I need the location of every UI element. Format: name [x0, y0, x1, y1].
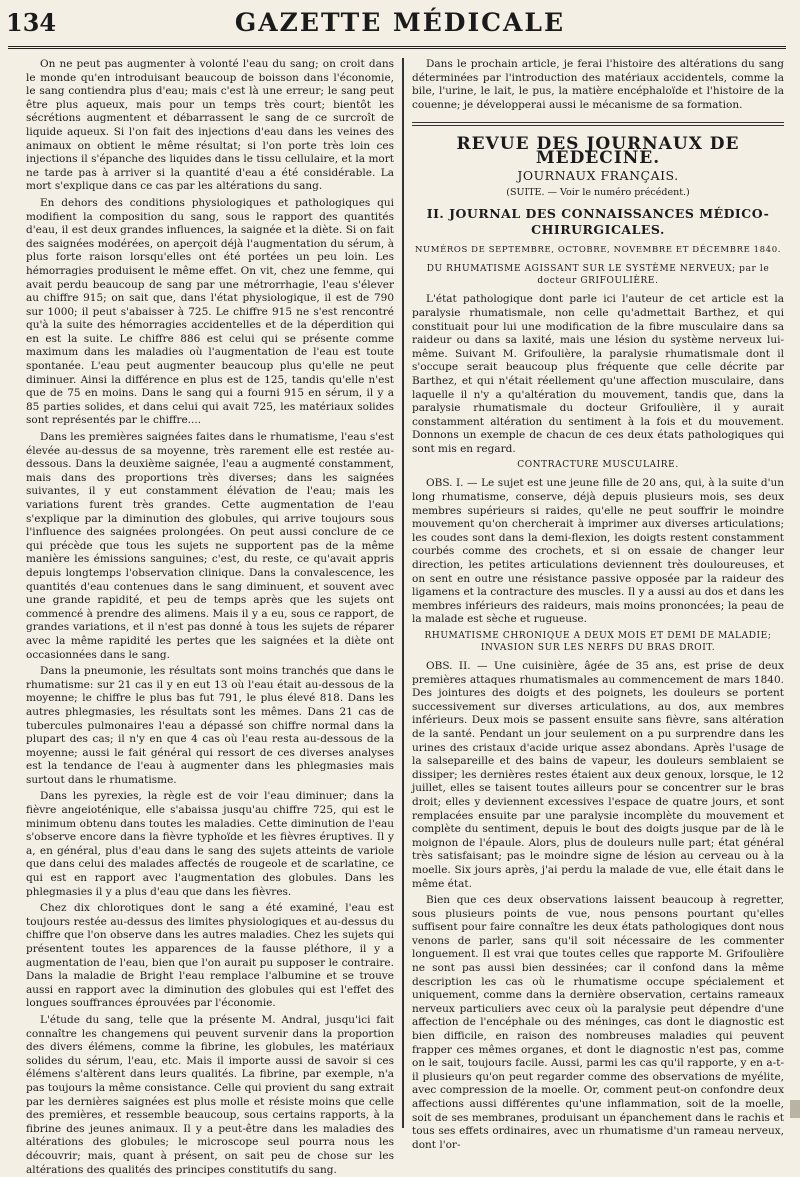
intro-paragraph: Dans le prochain article, je ferai l'histoire des altérations du sang déterminées par l'introduction des matériaux accidentels, comme la bile, l'urine, le lait, le pus, la matière encéphaloïde et l'histoire de la couenne; je développerai aussi le mécanisme de sa formation.: [412, 58, 784, 111]
paragraph: L'étude du sang, telle que la présente M. Andral, jusqu'ici fait connaître les changemens qui peuvent survenir dans la proportion des divers élémens, comme la fibrine, les globules, les matériaux solides du sérum, l'eau, etc. Mais il importe aussi de savoir si ces élémens s'altèrent dans leurs qualités. La fibrine, par exemple, n'a pas toujours la même consistance. Celle qui provient du sang extrait par les dernières saignées est plus molle et résiste moins que celle des premières, et ressemble beaucoup, sous certains rapports, à la fibrine des jeunes animaux. Il y a peut-être dans les maladies des altérations des globules; le microscope seul pourra nous les découvrir; mais, quant à présent, on sait peu de chose sur les altérations des qualités des principes constitutifs du sang.: [26, 1013, 394, 1176]
article-intro: L'état pathologique dont parle ici l'auteur de cet article est la paralysie rhumatismale, non celle qu'admettait Barthez, et qui constituait pour lui une modification de la fibre musculaire dans sa raideur ou dans sa laxité, mais une lésion du système nerveux lui-même. Suivant M. Grifoulière, la paralysie rhumatismale dont il s'occupe serait beaucoup plus fréquente que celle décrite par Barthez, et qui n'était réellement qu'une affection musculaire, dans laquelle il n'y a qu'altération du mouvement, tandis que, dans la paralysie rhumatismale du docteur Grifoulière, il y aurait constamment altération du sentiment à la fois et du mouvement. Donnons un exemple de chacun de ces deux états pathologiques qui sont mis en regard.: [412, 293, 784, 455]
journal-section-title: II. JOURNAL DES CONNAISSANCES MÉDICO-CHIRURGICALES.: [426, 205, 770, 237]
observation-2: OBS. II. — Une cuisinière, âgée de 35 ans, est prise de deux premières attaques rhumatismales au commencement de mars 1840. Des jointures des doigts et des poignets, les douleurs se portent successivement sur diverses articulations, au dos, aux membres inférieurs. Deux mois se passent ensuite sans fièvre, sans altération de la santé. Pendant un jour seulement on a pu surprendre dans les urines des cristaux d'acide urique assez abondans. Après l'usage de la salsepareille et des bains de vapeur, les douleurs semblaient se dissiper; les dernières restes étaient aux deux genoux, lorsque, le 12 juillet, elles se taisent toutes ailleurs pour se concentrer sur le bras droit; elles y deviennent excessives l'espace de quatre jours, et sont remplacées ensuite par une paralysie incomplète du mouvement et complète du sentiment, depuis le bout des doigts jusque par de là le moignon de l'épaule. Alors, plus de douleurs nulle part; état général très satisfaisant; pas le moindre signe de lésion au cerveau ou à la moelle. Six jours après, j'ai perdu la malade de vue, elle était dans le même état.: [412, 660, 784, 890]
article-heading: DU RHUMATISME AGISSANT SUR LE SYSTÈME NERVEUX; par le docteur GRIFOULIÈRE.: [426, 264, 770, 287]
margin-mark: [790, 1100, 800, 1118]
paragraph: Chez dix chlorotiques dont le sang a été examiné, l'eau est toujours restée au-dessus des limites physiologiques et au-dessus du chiffre que l'on observe dans les autres maladies. Chez les sujets qui présentent toutes les apparences de la fausse pléthore, il y a augmentation de l'eau, bien que l'on aurait pu supposer le contraire. Dans la maladie de Bright l'eau remplace l'albumine et se trouve aussi en rapport avec la diminution des globules qui est l'effet des longues souffrances éprouvées par l'économie.: [26, 902, 394, 1010]
left-column: [26, 58, 394, 1176]
revue-subtitle: JOURNAUX FRANÇAIS.: [517, 167, 679, 183]
paragraph: En dehors des conditions physiologiques et pathologiques qui modifient la composition du sang, sous le rapport des quantités d'eau, il est deux grandes influences, la saignée et la diète. Si on fait des saignées modérées, on aperçoit déjà l'augmentation du sérum, à plus forte raison lorsqu'elles ont été portées un peu loin. Les hémorragies produisent le même effet. On vit, chez une femme, qui avait perdu beaucoup de sang par une métrorrhagie, l'eau s'élever au chiffre 915; on sait que, dans l'état physiologique, il est de 790 sur 1000; il peut s'abaisser à 725. Le chiffre 915 ne s'est rencontré qu'à la suite des hémorragies accidentelles et de la déperdition qui en est la suite. Le chiffre 886 est celui qui se présente comme maximum dans les maladies où l'augmentation de l'eau est toute spontanée. L'eau peut augmenter beaucoup plus qu'elle ne peut diminuer. Ainsi la différence en plus est de 125, tandis qu'elle n'est que de 75 en moins. Dans le sang qui a fourni 915 en sérum, il y a 85 parties solides, et dans celui qui avait 725, les matériaux solides sont représentés par le chiffre....: [26, 196, 394, 427]
closing-paragraph: Bien que ces deux observations laissent beaucoup à regretter, sous plusieurs points de vue, nous pensons pourtant qu'elles suffisent pour faire connaître les deux états pathologiques dont nous venons de parler, sans qu'il soit nécessaire de les commenter longuement. Il est vrai que toutes celles que rapporte M. Grifoulière ne sont pas aussi bien dessinées; car il confond dans la même description les cas où le rhumatisme occupe spécialement et uniquement, comme dans la dernière observation, certains rameaux nerveux particuliers avec ceux où la paralysie peut dépendre d'une affection de l'encéphale ou des méninges, cas dont le diagnostic est bien difficile, en raison des nombreuses maladies qui peuvent frapper ces mêmes organes, et dont le diagnostic n'est pas, comme on le sait, toujours facile. Aussi, parmi les cas qu'il rapporte, y en a-t-il plusieurs qu'on peut regarder comme des observations de myélite, avec compression de la moelle. Or, comment peut-on confondre deux affections aussi différentes qu'une inflammation, soit de la moelle, soit de ses membranes, produisant un épanchement dans le rachis et tous ses effets ordinaires, avec un rhumatisme d'un rameau nerveux, dont l'or-: [412, 894, 784, 1151]
right-column: [412, 58, 784, 1151]
observation-1: OBS. I. — Le sujet est une jeune fille de 20 ans, qui, à la suite d'un long rhumatisme, conserve, déjà depuis plusieurs mois, ses deux membres supérieurs si raides, qu'elle ne peut souffrir le moindre mouvement qu'on chercherait à imprimer aux diverses articulations; les coudes sont dans la demi-flexion, les doigts restent constamment courbés comme des crochets, et si on essaie de changer leur direction, les petites articulations deviennent très douloureuses, et on sent en outre une résistance passive opposée par la raideur des ligamens et la contracture des muscles. Il y a aussi au dos et dans les membres inférieurs des raideurs, mais moins prononcées; la peau de la malade est sèche et rugueuse.: [412, 477, 784, 626]
paragraph: Dans les pyrexies, la règle est de voir l'eau diminuer; dans la fièvre angeioténique, elle s'abaissa jusqu'au chiffre 725, qui est le minimum obtenu dans toutes les maladies. Cette diminution de l'eau s'observe encore dans la fièvre typhoïde et les fièvres éruptives. Il y a, en général, plus d'eau dans le sang des sujets atteints de variole que dans celui des malades affectés de rougeole et de scarlatine, ce qui est en rapport avec l'augmentation des globules. Dans les phlegmasies il y a plus d'eau que dans les fièvres.: [26, 790, 394, 898]
paragraph: On ne peut pas augmenter à volonté l'eau du sang; on croit dans le monde qu'en introduisant beaucoup de boisson dans l'économie, le sang contiendra plus d'eau; mais c'est là une erreur; le sang peut être plus aqueux, mais pour un temps très court; bientôt les sécrétions augmentent et débarrassent le sang de ce surcroît de liquide aqueux. Si l'on fait des injections d'eau dans les veines des animaux on obtient le même résultat; si l'on porte très loin ces injections il s'épanche des liquides dans le tissu cellulaire, et la mort ne tarde pas à arriver si la quantité d'eau a été considérable. La mort s'explique dans ce cas par les altérations du sang.: [26, 58, 394, 193]
paragraph: Dans la pneumonie, les résultats sont moins tranchés que dans le rhumatisme: sur 21 cas il y en eut 13 où l'eau était au-dessous de la moyenne; le chiffre le plus bas fut 791, le plus élevé 818. Dans les autres phlegmasies, les résultats sont les mêmes. Dans 21 cas de tubercules pulmonaires l'eau a dépassé son chiffre normal dans la plupart des cas; il n'y en que 4 cas où l'eau resta au-dessous de la moyenne; aussi le fait général qui ressort de ces diverses analyses est la tendance de l'eau à augmenter dans les phlegmasies mais surtout dans le rhumatisme.: [26, 665, 394, 786]
header-rule: [8, 46, 786, 49]
page-number: 134: [6, 8, 57, 37]
issue-dates: NUMÉROS DE SEPTEMBRE, OCTOBRE, NOVEMBRE ET DÉCEMBRE 1840.: [414, 244, 782, 255]
running-title: GAZETTE MÉDICALE: [234, 8, 566, 37]
subheading-rhumatisme: RHUMATISME CHRONIQUE A DEUX MOIS ET DEMI DE MALADIE; INVASION SUR LES NERFS DU BRAS DROIT.: [424, 631, 772, 653]
section-separator: [412, 122, 784, 126]
revue-title: REVUE DES JOURNAUX DE MÉDECINE.: [456, 134, 740, 168]
suite-note: (SUITE. — Voir le numéro précédent.): [506, 187, 690, 199]
subheading-contracture: CONTRACTURE MUSCULAIRE.: [517, 460, 679, 471]
paragraph: Dans les premières saignées faites dans le rhumatisme, l'eau s'est élevée au-dessus de sa moyenne, très rarement elle est restée au-dessous. Dans la deuxième saignée, l'eau a augmenté constamment, mais dans des proportions très diverses; dans les saignées suivantes, il y eut constamment élévation de l'eau; mais les variations furent très grandes. Cette augmentation de l'eau s'explique par la diminution des globules, qui arrive toujours sous l'influence des saignées prolongées. On peut aussi conclure de ce qui précède que tous les sujets ne supportent pas de la même manière les émissions sanguines; c'est, du reste, ce qu'avait appris depuis longtemps l'observation clinique. Dans la convalescence, les quantités d'eau contenues dans le sang diminuent, et souvent avec une grande rapidité, et peu de temps après que les sujets ont commencé à prendre des alimens. Mais il y a eu, sous ce rapport, de grandes variations, et il n'est pas donné à tous les sujets de réparer avec la même rapidité les pertes que les saignées et la diète ont occasionnées dans le sang.: [26, 431, 394, 661]
column-divider: [402, 58, 404, 1128]
